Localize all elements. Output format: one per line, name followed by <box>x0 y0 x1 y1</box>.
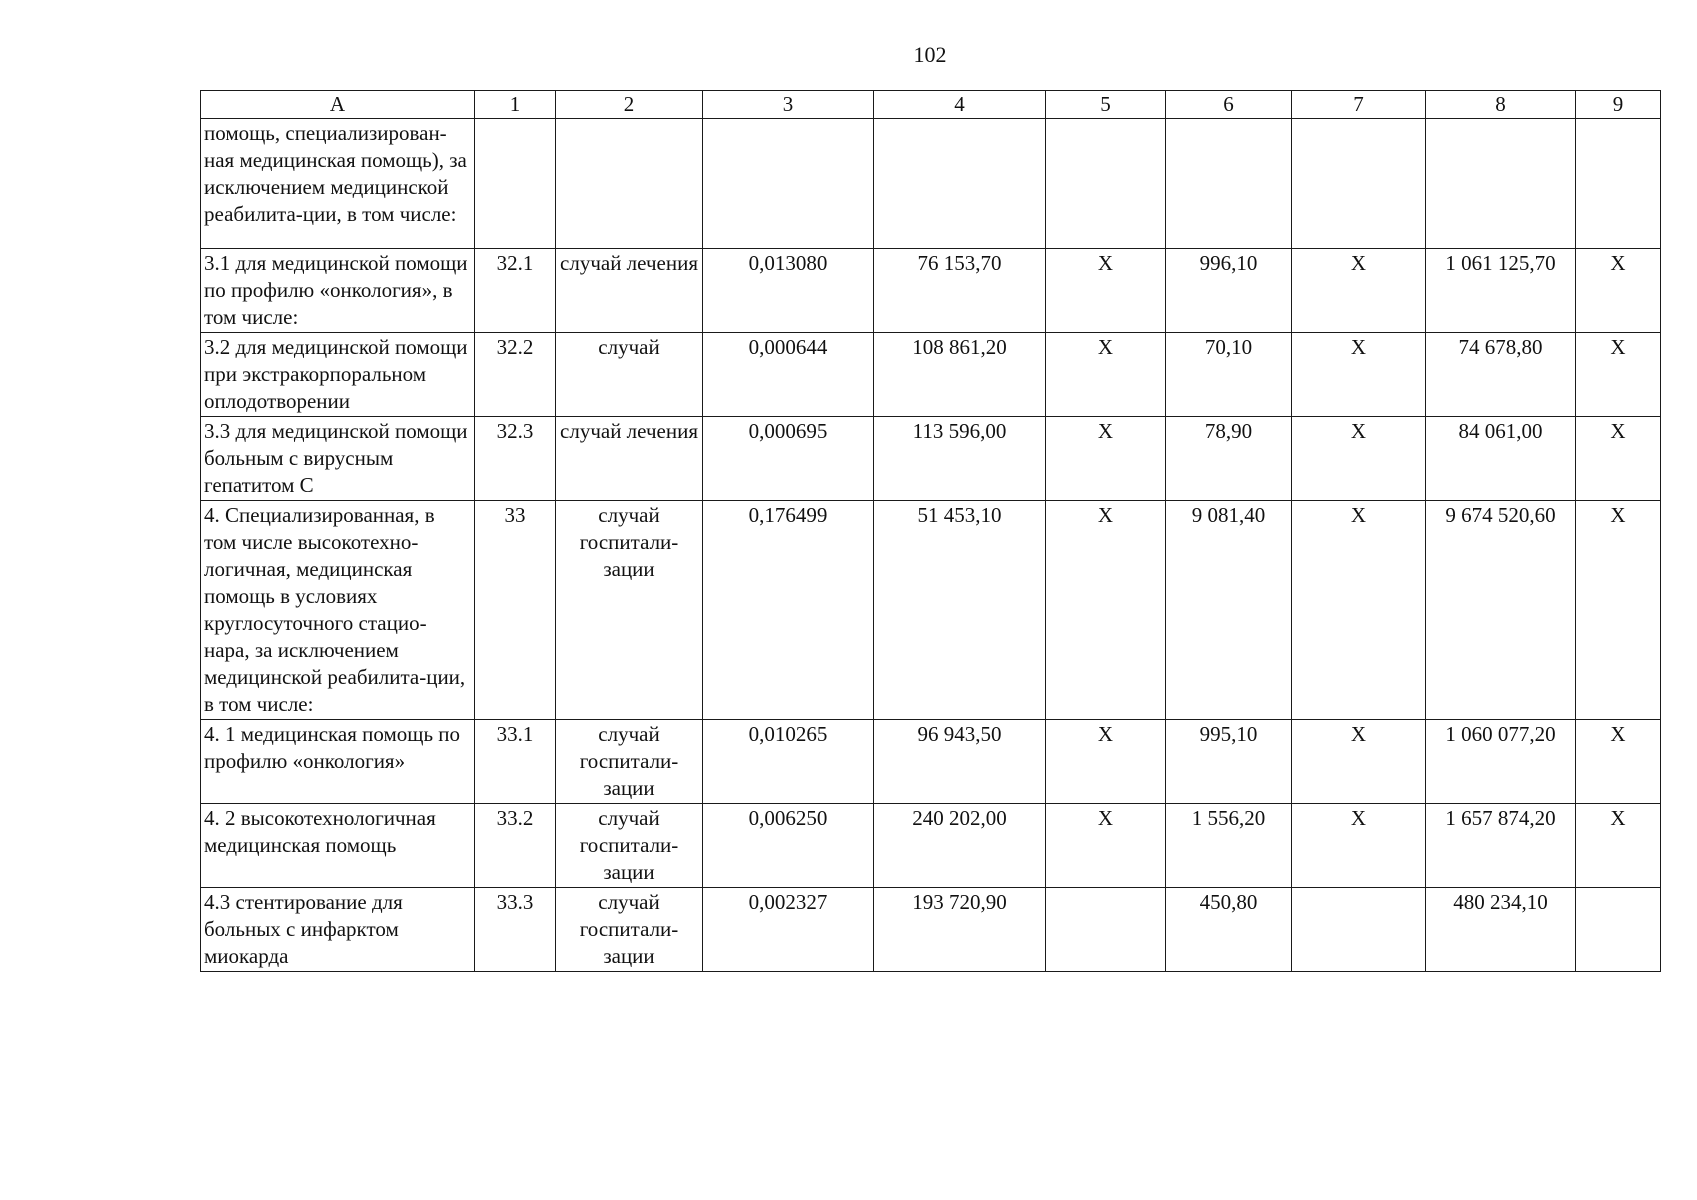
table-cell: 480 234,10 <box>1426 888 1576 972</box>
table-cell: Х <box>1292 804 1426 888</box>
table-cell: Х <box>1046 333 1166 417</box>
table-cell: 0,000695 <box>703 417 874 501</box>
table-cell: 70,10 <box>1166 333 1292 417</box>
row-label-cell: 3.3 для медицинской помощи больным с вирусным гепатитом С <box>201 417 475 501</box>
table-cell: 33 <box>475 501 556 720</box>
table-cell: Х <box>1046 249 1166 333</box>
table-cell: 32.1 <box>475 249 556 333</box>
column-header: 3 <box>703 91 874 119</box>
table-cell: 0,013080 <box>703 249 874 333</box>
table-cell: 1 556,20 <box>1166 804 1292 888</box>
table-cell: случай госпитали-зации <box>556 501 703 720</box>
column-header: 5 <box>1046 91 1166 119</box>
table-cell: 108 861,20 <box>874 333 1046 417</box>
row-label-cell: 4. 2 высокотехнологичная медицинская помощь <box>201 804 475 888</box>
table-cell: 32.2 <box>475 333 556 417</box>
column-header: 6 <box>1166 91 1292 119</box>
table-cell: 113 596,00 <box>874 417 1046 501</box>
table-cell <box>475 119 556 249</box>
table-cell: Х <box>1292 501 1426 720</box>
table-cell: 450,80 <box>1166 888 1292 972</box>
table-cell <box>874 119 1046 249</box>
table-cell: случай <box>556 333 703 417</box>
table-cell: 33.1 <box>475 720 556 804</box>
table-cell: 240 202,00 <box>874 804 1046 888</box>
table-cell: Х <box>1292 417 1426 501</box>
table-cell <box>1166 119 1292 249</box>
table-cell: Х <box>1576 333 1661 417</box>
table-cell: 76 153,70 <box>874 249 1046 333</box>
table-cell: Х <box>1046 417 1166 501</box>
table-cell: 193 720,90 <box>874 888 1046 972</box>
column-header: 9 <box>1576 91 1661 119</box>
table-row <box>201 333 1661 417</box>
table-cell: 1 060 077,20 <box>1426 720 1576 804</box>
table-cell: случай лечения <box>556 417 703 501</box>
table-cell: Х <box>1576 501 1661 720</box>
table-cell: 0,176499 <box>703 501 874 720</box>
page-number: 102 <box>913 42 947 67</box>
table-cell <box>1292 119 1426 249</box>
table-cell: 33.3 <box>475 888 556 972</box>
table-cell: случай госпитали-зации <box>556 888 703 972</box>
table-cell: случай госпитали-зации <box>556 720 703 804</box>
table-cell <box>556 119 703 249</box>
table-cell: 1 061 125,70 <box>1426 249 1576 333</box>
table-cell: 0,006250 <box>703 804 874 888</box>
table-cell: случай госпитали-зации <box>556 804 703 888</box>
table-cell: Х <box>1046 720 1166 804</box>
table-cell <box>1046 888 1166 972</box>
table-row <box>201 888 1661 972</box>
table-cell: 96 943,50 <box>874 720 1046 804</box>
row-label-cell: 3.2 для медицинской помощи при экстракорпоральном оплодотворении <box>201 333 475 417</box>
table-cell: Х <box>1046 804 1166 888</box>
table-cell: случай лечения <box>556 249 703 333</box>
table-cell: Х <box>1292 249 1426 333</box>
table-cell <box>1426 119 1576 249</box>
table-cell <box>1576 119 1661 249</box>
table-cell: 78,90 <box>1166 417 1292 501</box>
table-cell: 51 453,10 <box>874 501 1046 720</box>
table-row <box>201 804 1661 888</box>
table-row <box>201 417 1661 501</box>
column-header: 7 <box>1292 91 1426 119</box>
table-row <box>201 249 1661 333</box>
column-header: 2 <box>556 91 703 119</box>
table-cell: Х <box>1046 501 1166 720</box>
row-label-cell: 4. Специализированная, в том числе высокотехно-логичная, медицинская помощь в условиях круглосуточного стацио-нара, за исключением медицинской реабилита-ции, в том числе: <box>201 501 475 720</box>
table-cell: 84 061,00 <box>1426 417 1576 501</box>
table-cell <box>1576 888 1661 972</box>
row-label-cell: 4. 1 медицинская помощь по профилю «онкология» <box>201 720 475 804</box>
table-cell: 996,10 <box>1166 249 1292 333</box>
table-cell: 9 081,40 <box>1166 501 1292 720</box>
table-cell: Х <box>1576 249 1661 333</box>
row-label-cell: 4.3 стентирование для больных с инфарктом миокарда <box>201 888 475 972</box>
table-cell: 32.3 <box>475 417 556 501</box>
table-row <box>201 501 1661 720</box>
table-cell: 9 674 520,60 <box>1426 501 1576 720</box>
table-cell: Х <box>1292 333 1426 417</box>
table-cell: 0,010265 <box>703 720 874 804</box>
column-header: 1 <box>475 91 556 119</box>
data-table <box>200 90 1661 972</box>
table-cell: 33.2 <box>475 804 556 888</box>
table-cell: 0,000644 <box>703 333 874 417</box>
table-cell: 1 657 874,20 <box>1426 804 1576 888</box>
table-cell: 995,10 <box>1166 720 1292 804</box>
table-row <box>201 119 1661 249</box>
column-header: 4 <box>874 91 1046 119</box>
table-cell: 74 678,80 <box>1426 333 1576 417</box>
table-cell: Х <box>1292 720 1426 804</box>
row-label-cell: помощь, специализирован-ная медицинская помощь), за исключением медицинской реабилита-ции, в том числе: <box>201 119 475 249</box>
table-cell <box>1046 119 1166 249</box>
table-cell: Х <box>1576 720 1661 804</box>
table-cell: Х <box>1576 417 1661 501</box>
table-row <box>201 720 1661 804</box>
table-cell <box>703 119 874 249</box>
column-header: A <box>201 91 475 119</box>
header-row <box>201 91 1661 119</box>
column-header: 8 <box>1426 91 1576 119</box>
table-cell: Х <box>1576 804 1661 888</box>
row-label-cell: 3.1 для медицинской помощи по профилю «онкология», в том числе: <box>201 249 475 333</box>
table-cell <box>1292 888 1426 972</box>
table-cell: 0,002327 <box>703 888 874 972</box>
